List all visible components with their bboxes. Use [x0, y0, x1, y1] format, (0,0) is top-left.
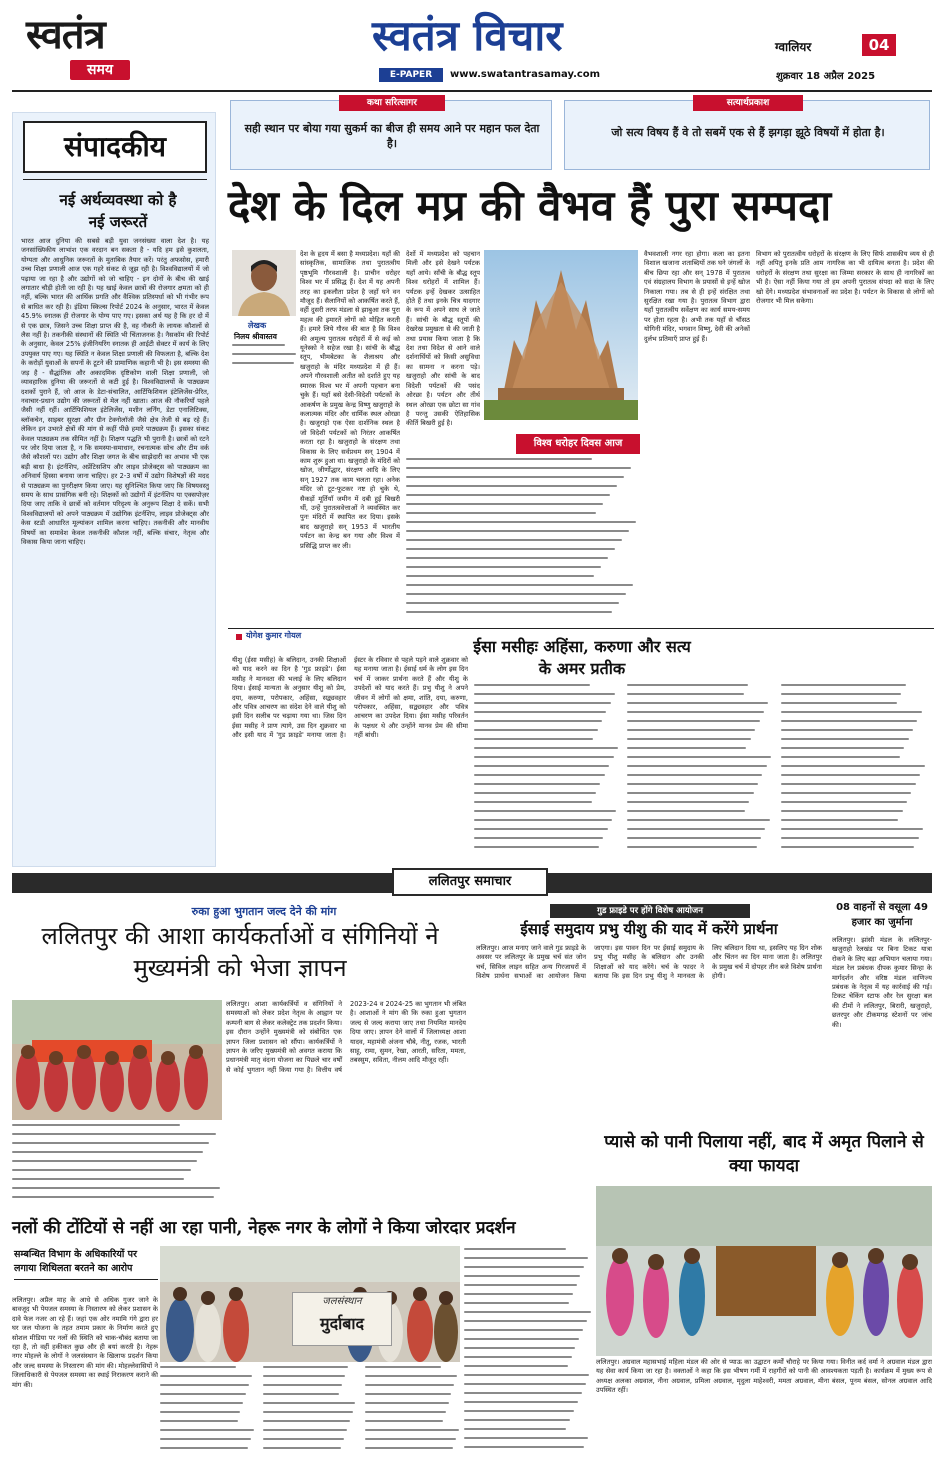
story1-body-lower	[12, 1124, 222, 1208]
easter-body: यीशु (ईसा मसीह) के बलिदान, उनकी शिक्षाओं को याद करने का दिन है 'गुड फ्राइडे'। ईसा मसीह ने मानवता की भलाई के लिए बलिदान दिया। ईसाई मान्यता के अनुसार यीशु को प्रेम, दया, करुणा, परोपकार, अहिंसा, सद्व्यवहार और पवित्र आचरण का संदेश देने वाले यीशु को इसी दिन सलीब पर चढ़ाया गया था। जिस दिन ईसा मसीह ने प्राण त्यागे, उस दिन शुक्रवार था और इसी याद में 'गुड फ्राइडे' मनाया जाता है। ईस्टर के रविवार से पहले पड़ने वाले शुक्रवार को यह मनाया जाता है। ईसाई धर्म के लोग इस दिन चर्च में जाकर प्रार्थना करते हैं और यीशु के उपदेशों को याद करते हैं। प्रभु यीशु ने अपने जीवन में लोगों को क्षमा, शांति, दया, करुणा, परोपकार, अहिंसा, सद्व्यवहार और पवित्र आचरण का उपदेश दिया। ईसा मसीह परिवर्तन के पक्षधर थे और उन्होंने मानव प्रेम की सीमा नहीं बांधी।	[232, 656, 468, 740]
logo[interactable]	[26, 12, 136, 82]
story3-kicker: 08 वाहनों से वसूला 49 हजार का जुर्माना	[836, 902, 928, 928]
divider	[23, 179, 207, 180]
lead-headline: देश के दिल मप्र की वैभव हैं पुरा सम्पदा	[228, 181, 832, 230]
quote-text: जो सत्य विषय हैं वे तो सबमें एक से हैं झगड़ा झूठे विषयों में होता है।	[611, 126, 885, 139]
story1-headline: ललितपुर की आशा कार्यकर्ताओं व संगिनियों ने मुख्यमंत्री को भेजा ज्ञापन	[41, 922, 439, 982]
page-number: 04	[862, 34, 896, 56]
editorial-heading: संपादकीय	[64, 130, 166, 163]
lead-col-2: देशों में मध्यप्रदेश को पहचान मिली और इसे देखने पर्यटक यहाँ आये। साँची के बौद्ध स्तूप विश्व धरोहरों में शामिल हैं। पर्यटक इन्हें देखकर उत्साहित होते हैं तथा इनके चित्र यादगार के रूप में अपने साथ ले जाते हैं। सांची के बौद्ध स्तूपों की देखरेख प्रमुखता से की जाती है तथा प्रयास किया जाता है कि देश तथा विदेश से आने वाले दर्शनार्थियों को किसी असुविधा का सामना न करना पड़े। खजुराहो और सांची के बाद विदेशी पर्यटकों की पसंद ओरछा है। पर्यटन और तीर्थ स्थल ओरछा एक छोटा सा गांव है परन्तु उसकी ऐतिहासिक कीर्ति बिखरी हुई है।	[406, 250, 480, 428]
issue-date: शुक्रवार 18 अप्रैल 2025	[776, 71, 876, 82]
author-photo	[232, 250, 296, 316]
story1-body: ललितपुर। आशा कार्यकर्त्रियों व संगिनियों ने समस्याओं को लेकर प्रदेश नेतृत्व के आह्वान पर कम्पनी बाग से लेकर कलेक्ट्रेट तक प्रदर्शन किया। इस दौरान उन्होंने मुख्यमंत्री को संबोधित एक ज्ञापन जिला प्रशासन को सौंपा। कार्यकर्त्रियों ने ज्ञापन के जरिए मुख्यमंत्री को अवगत कराया कि प्रधानमंत्री मातृ वंदना योजना का पिछले चार वर्षों से कोई भुगतान नहीं किया गया है। वित्तीय वर्ष 2023-24 व 2024-25 का भुगतान भी लंबित है। आशाओं ने मांग की कि रुका हुआ भुगतान जल्द से जल्द कराया जाए तथा नियमित मानदेय दिया जाए। ज्ञापन देने वालों में जिलाध्यक्ष आशा यादव, महामंत्री अंजना चौबे, नीतू, रजक, भारती साहू, रामा, सुमन, रेखा, आरती, सरिता, ममता, तबस्सुम, सविता, नीलम आदि मौजूद रहीं।	[226, 1000, 466, 1074]
editorial-headline: नई अर्थव्यवस्था को है नई जरूरतें	[59, 191, 177, 231]
byline-icon	[236, 634, 242, 640]
asha-photo	[12, 1000, 222, 1120]
editorial-heading-box	[23, 121, 207, 173]
easter-body-2	[474, 684, 926, 862]
easter-byline: योगेश कुमार गोयल	[246, 631, 302, 640]
city-label: ग्वालियर	[775, 40, 812, 54]
story2-headline: ईसाई समुदाय प्रभु यीशु की याद में करेंगे प्रार्थना	[520, 920, 778, 938]
story5-body-2	[160, 1366, 460, 1462]
quote-box-1	[230, 100, 552, 170]
story2-body: ललितपुर। आज मनाए जाने वाले गुड फ्राइडे के अवसर पर ललितपुर के प्रमुख चर्च संत जोन चर्च, सिविल लाइन सहित अन्य गिरजाघरों में विशेष प्रार्थना सभाओं का आयोजन किया जाएगा। इस पावन दिन पर ईसाई समुदाय के प्रभु यीशु मसीह के बलिदान और उनकी शिक्षाओं को याद करेंगे। चर्च के फादर ने बताया कि इस दिन प्रभु यीशु ने मानवता के लिए बलिदान दिया था, इसलिए यह दिन शोक और चिंतन का दिन माना जाता है। ललितपुर के प्रमुख चर्च में दोपहर तीन बजे विशेष प्रार्थना होगी।	[476, 944, 822, 981]
lead-col-2b	[406, 458, 638, 622]
quote-box-2	[564, 100, 930, 170]
editorial-body: भारत आज दुनिया की सबसे बड़ी युवा जनसंख्या वाला देश है। यह जनसांख्यिकीय लाभांश एक वरदान बन सकता है - यदि हम इसे कुशलता, योग्यता और आधुनिक जरूरतों के मुताबिक तैयार करें। परंतु अफसोस, हमारी उच्च शिक्षा प्रणाली आज एक गहरे संकट से जूझ रही है। विश्वविद्यालयों में जो पढ़ाया जा रहा है और उद्योगों को जो चाहिए - इन दोनों के बीच की खाई लगातार चौड़ी होती जा रही है। यह खाई केवल छात्रों की रोजगार क्षमता को ही नहीं, बल्कि भारत की आर्थिक प्रगति और वैश्विक प्रतिस्पर्धा को भी गंभीर रूप से बाधित कर रही है। इंडिया स्किल्स रिपोर्ट 2024 के अनुसार, भारत में केवल 45.9% स्नातक ही रोजगार के योग्य पाए गए। इसका अर्थ यह है कि हर दो में से एक छात्र, जिसने उच्च शिक्षा प्राप्त की है, वह नौकरी के लायक कौशलों से लैस नहीं है। तकनीकी संस्थानों की स्थिति भी चिंताजनक है। नैसकॉम की रिपोर्ट के अनुसार, केवल 25% इंजीनियरिंग स्नातक ही आईटी सेक्टर में कार्य के लिए उपयुक्त पाए गए। यह स्थिति न केवल शिक्षा प्रणाली की विफलता है, बल्कि देश के करोड़ों युवाओं के सपनों के टूटने की प्रामाणिक कहानी भी है। इस समस्या की जड़ है - सैद्धांतिक और अकादमिक दृष्टिकोण वाली शिक्षा प्रणाली, जो व्यावहारिक दुनिया की जरूरतों से कटी हुई है। विश्वविद्यालयों के पाठ्यक्रम दशकों पुराने हैं, जो आज के डेटा-संचालित, आर्टिफिशियल इंटेलिजेंस-प्रेरित, नवाचार-प्रधान उद्योग की जरूरतों से मेल नहीं खाता। आज की नौकरियाँ पहले जैसी नहीं रहीं। आर्टिफिशियल इंटेलिजेंस, मशीन लर्निंग, डेटा एनालिटिक्स, ब्लॉकचेन, साइबर सुरक्षा और ग्रीन टेक्नोलॉजी जैसे क्षेत्र तेजी से बढ़ रहे हैं। लेकिन इन उभरते क्षेत्रों की मांग से कहीं पीछे हमारे पाठ्यक्रम हैं। इसका संकट केवल पाठ्यक्रम तक सीमित नहीं है। शिक्षण पद्धति भी पुरानी है। छात्रों को रटने पर जोर दिया जाता है, न कि समस्या-समाधान, रचनात्मक सोच और टीम वर्क जैसे कौशलों पर। उद्योग और शिक्षा जगत के बीच साझेदारी का अभाव भी एक बड़ी बाधा है। इंटर्नशिप, अप्रेंटिसशिप और लाइव प्रोजेक्ट्स को पाठ्यक्रम का अनिवार्य हिस्सा बनाया जाना चाहिए। हर 2-3 वर्षों में उद्योग विशेषज्ञों की मदद से पाठ्यक्रम का पुनरीक्षण किया जाए। यह सुनिश्चित किया जाए कि विषयवस्तु समय के साथ प्रासंगिक बनी रहे। शिक्षकों को उद्योगों में इंटर्नशिप या एक्सपोज़र दिया जाए ताकि वे छात्रों को वर्तमान परिदृश्य के अनुरूप शिक्षा दे सकें। सभी विश्वविद्यालयों को अपने पाठ्यक्रम में उद्योगिक इंटर्नशिप, लाइव प्रोजेक्ट्स और केस स्टडी आधारित मूल्यांकन शामिल करना चाहिए। तकनीकी और मानवीय विषयों का समावेश केवल तकनीकी कौशल नहीं, बल्कि संचार, नेतृत्व और विकास किया जाना चाहिए।	[21, 237, 209, 546]
newspaper-title: स्वतंत्र विचार	[372, 11, 563, 60]
author-label: लेखक	[248, 321, 267, 330]
lead-col-3: वैभवशाली नगर रहा होगा। कला का इतना विशाल खजाना शताब्दियों तक घने जंगलों के बीच छिपा रहा और सन् 1978 में पुरातत्व एवं संग्रहालय विभाग के प्रयासों से इन्हें खोज निकाला गया। तब से ही इन्हें संरक्षित तथा सुरक्षित रखा गया है। पुरातत्व विभाग द्वारा यहाँ पुरातत्वीय सर्वेक्षण का कार्य समय-समय पर होता रहता है। अभी तक यहाँ से चौंसठ योगिनी मंदिर, भगवान विष्णु, देवी की अनेकों दुर्लभ प्रतिमाएँ प्राप्त हुई हैं।	[644, 250, 750, 343]
protest-placard	[292, 1292, 392, 1346]
story2-kicker: गुड फ्राइडे पर होंगे विशेष आयोजन	[550, 904, 750, 918]
quote-text: सही स्थान पर बोया गया सुकर्म का बीज ही समय आने पर महान फल देता है।	[244, 122, 540, 150]
story5-headline: नलों की टोंटियों से नहीं आ रहा पानी, नेहरू नगर के लोगों ने किया जोरदार प्रदर्शन	[12, 1218, 516, 1238]
story5-body-3	[464, 1248, 592, 1462]
lead-col-4: विभाग को पुरातत्वीय धरोहरों के संरक्षण के लिए सिर्फ शासकीय व्यय से ही नहीं अपितु इनके प्रति आम नागरिक का भी दायित्व बनता है। प्रदेश की धरोहरों के संरक्षण तथा सुरक्षा का जिम्मा सरकार के साथ ही नागरिकों का भी है। ऐसा नहीं किया गया तो हम अपनी पुरातत्व संपदा को सदा के लिए खो देंगे। मध्यप्रदेश संभावनाओं का प्रदेश है। पर्यटन के विकास से लोगों को रोजगार भी मिल सकेगा।	[756, 250, 934, 306]
quote-tag: सत्यार्थप्रकाश	[693, 95, 803, 111]
story3-body: ललितपुर। झांसी मंडल के ललितपुर-खजुराहो रेलखंड पर बिना टिकट यात्रा रोकने के लिए बड़ा अभियान चलाया गया। मंडल रेल प्रबंधक दीपक कुमार सिन्हा के मार्गदर्शन और वरिष्ठ मंडल वाणिज्य प्रबंधक के नेतृत्व में यह कार्रवाई की गई। टिकट चेकिंग स्टाफ और रेल सुरक्षा बल की टीमों ने ललितपुर, बिरारी, खजुराहो, छतरपुर और टीकमगढ़ स्टेशनों पर जांच की।	[832, 936, 932, 1029]
water-booth-photo	[596, 1186, 932, 1356]
lead-col-1b	[232, 344, 298, 374]
easter-headline: ईसा मसीहः अहिंसा, करुणा और सत्य के अमर प्रतीक	[473, 637, 691, 678]
masthead-divider	[12, 90, 932, 92]
lead-col-1: देश के हृदय में बसा है मध्यप्रदेश। यहाँ की सांस्कृतिक, सामाजिक तथा पुरातत्वीय पृष्ठभूमि गौरवशाली है। प्राचीन धरोहर विश्व भर में प्रसिद्ध हैं। देश में यह अपनी तरह का इकलौता प्रदेश है जहाँ घने वन मौजूद हैं। सैलानियों को आकर्षित करते हैं, वहीं दुसरी तरफ मंडला से झाबुआ तक पुरा महत्व की इमारतें लोगों को मोहित करती हैं। हमारे लिये गौरव की बात है कि विश्व की अमूल्य पुरातत्व धरोहरों में से कई को यूनेस्को ने सहेज रखा है। सांची के बौद्ध स्तूप, भीमबेटका के शैलाश्रय और खजुराहो के मंदिर मध्यप्रदेश में ही हैं। अपने गौरवशाली अतीत को दर्शाते हुए यह स्मारक विश्व भर में अपनी पहचान बना चुके हैं। यहाँ बसे देसी-विदेशी पर्यटकों के आकर्षण के प्रमुख केन्द्र विष्णु खजुराहो के कलात्मक मंदिर और धार्मिक स्थल ओरछा है। खजुराहो एक ऐसा दार्शनिक स्थल है जो विदेशी पर्यटकों को निरंतर आकर्षित करता रहा है। खजुराहो के संरक्षण तथा विकास के लिए सर्वप्रथम सन् 1904 में काम शुरू हुआ था। खजुराहो के मंदिरों को खोज, जीर्णोद्धार, संरक्षण आदि के लिए सन् 1927 तक काम चलता रहा। अनेक मंदिर जो टूट-फूटकर नष्ट हो चुके थे, सैकड़ों मूर्तियाँ जमीन में दबी हुई बिखरी थीं, उन्हें पुरातत्ववेत्ताओं ने व्यवस्थित कर पुनः मंदिरों में स्थापित कर दिया। इसके बाद खजुराहो सन् 1953 में भारतीय पर्यटन का केन्द्र बन गया और विश्व में प्रसिद्धि प्राप्त कर ली।	[300, 250, 400, 550]
heritage-day-banner: विश्व धरोहर दिवस आज	[516, 434, 640, 454]
logo-subtext: समय	[70, 60, 130, 80]
masthead	[0, 0, 945, 110]
temple-photo	[484, 250, 638, 420]
placard-line-1: जलसंस्थान	[322, 1296, 362, 1307]
placard-line-2: मुर्दाबाद	[320, 1314, 364, 1333]
story5-kicker: सम्बन्धित विभाग के अधिकारियों पर लगाया शिथिलता बरतने का आरोप	[14, 1248, 158, 1280]
story5-body: ललितपुर। अप्रैल माह के आधे से अधिक गुजर जाने के बावजूद भी पेयजल समस्या के निस्तारण को लेकर प्रशासन के दावे फेल नजर आ रहे हैं। जहां एक ओर नमामि गंगे द्वारा हर घर जल योजना के तहत तमाम प्रकार के निर्माण करते हुए सोशल मीडिया पर नलों की स्थिति को चाक-चौबंद बताया जा रहा है, तो वहीं हकीकत कुछ और ही बयां करती है। नेहरू नगर मोहल्ले के लोगों ने जलसंस्थान के खिलाफ प्रदर्शन किया और जल्द समस्या के निस्तारण की मांग की। मोहल्लेवासियों ने जिलाधिकारी से पेयजल समस्या का स्थाई निराकरण कराने की मांग की।	[12, 1296, 158, 1389]
story4-headline: प्यासे को पानी पिलाया नहीं, बाद में अमृत पिलाने से क्या फायदा	[604, 1132, 924, 1176]
author-name: निलय श्रीवास्तव	[234, 332, 277, 341]
logo-text: स्वतंत्र	[26, 11, 105, 58]
editorial-column	[12, 112, 216, 867]
story1-kicker: रुका हुआ भुगतान जल्द देने की मांग	[191, 905, 337, 918]
lalitpur-section-label: ललितपुर समाचार	[392, 868, 548, 896]
website-link[interactable]: www.swatantrasamay.com	[450, 69, 601, 80]
lead-divider	[228, 628, 934, 629]
quote-tag: कथा सरित्सागर	[339, 95, 445, 111]
story4-body: ललितपुर। अग्रवाल महासभाई महिला मंडल की ओर से प्याऊ का उद्घाटन कर्मों चौराहे पर किया गया। विनीत कर्द वर्मा ने अग्रवाल मंडल द्वारा यह सेवा कार्य किया जा रहा है। वक्ताओं ने कहा कि इस भीषण गर्मी में राहगीरों को पानी की आवश्यकता पड़ती है। कार्यक्रम में मुख्य रूप से अध्यक्ष अलका अग्रवाल, नीना अग्रवाल, प्रमिला अग्रवाल, मृदुला माहेश्वरी, ममता अग्रवाल, मीना बंसल, पूनम बंसल, सोनल अग्रवाल आदि उपस्थित रहीं।	[596, 1358, 932, 1395]
epaper-badge: E-PAPER	[379, 68, 443, 82]
